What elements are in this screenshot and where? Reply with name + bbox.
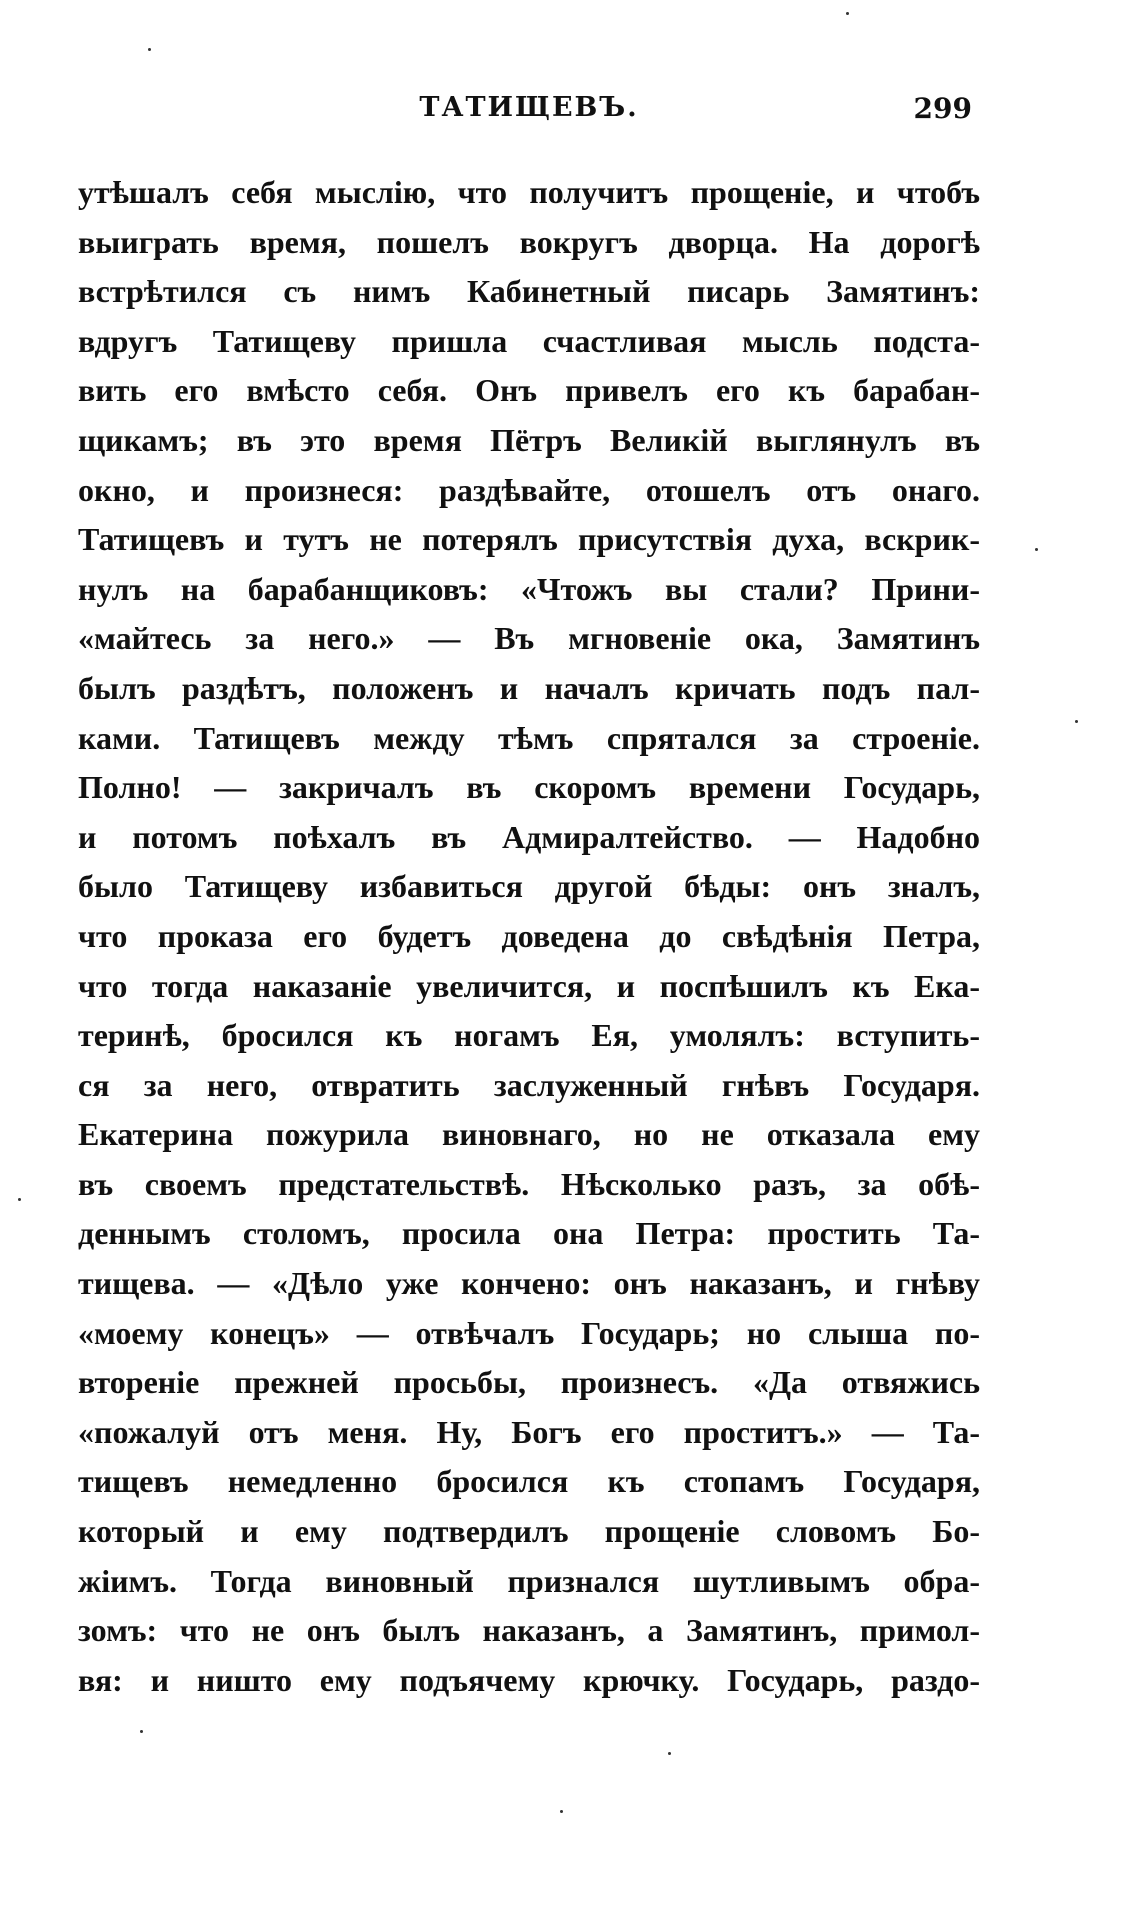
scan-speck	[1035, 548, 1038, 551]
scan-speck	[668, 1752, 671, 1755]
scan-speck	[560, 1810, 563, 1813]
text-line: утѣшалъ себя мыслію, что получитъ прощеніе, и чтобъ	[78, 174, 980, 210]
scan-speck	[18, 1198, 21, 1201]
text-line: Полно! — закричалъ въ скоромъ времени Государь,	[78, 769, 980, 806]
text-line: что проказа его будетъ доведена до свѣдѣнія Петра,	[78, 917, 980, 954]
text-line: вить его вмѣсто себя. Онъ привелъ его къ барабан-	[78, 372, 980, 409]
text-line: Екатерина пожурила виновнаго, но не отказала ему	[78, 1116, 980, 1153]
text-line: выиграть время, пошелъ вокругъ дворца. На дорогѣ	[78, 223, 980, 260]
text-line: деннымъ столомъ, просила она Петра: простить Та-	[78, 1215, 980, 1252]
text-line: что тогда наказаніе увеличится, и поспѣшилъ къ Ека-	[78, 967, 980, 1004]
text-line: жіимъ. Тогда виновный признался шутливымъ обра-	[78, 1562, 980, 1599]
text-line: было Татищеву избавиться другой бѣды: онъ зналъ,	[78, 868, 980, 905]
text-line: «майтесь за него.» — Въ мгновеніе ока, Замятинъ	[78, 620, 980, 657]
scan-speck	[846, 12, 849, 15]
scan-speck	[148, 48, 151, 51]
text-line: былъ раздѣтъ, положенъ и началъ кричать подъ пал-	[78, 669, 980, 706]
text-line: въ своемъ предстательствѣ. Нѣсколько разъ, за обѣ-	[78, 1165, 980, 1202]
text-line: который и ему подтвердилъ прощеніе словомъ Бо-	[78, 1513, 980, 1550]
text-line: тищевъ немедленно бросился къ стопамъ Государя,	[78, 1463, 980, 1500]
text-line: и потомъ поѣхалъ въ Адмиралтейство. — Надобно	[78, 818, 980, 855]
text-line: вдругъ Татищеву пришла счастливая мысль подста-	[78, 322, 980, 359]
text-line: ся за него, отвратить заслуженный гнѣвъ Государя.	[78, 1066, 980, 1103]
text-line: встрѣтился съ нимъ Кабинетный писарь Замятинъ:	[78, 273, 980, 310]
text-line: вя: и ништо ему подъячему крючку. Государь, раздо-	[78, 1661, 980, 1698]
text-line: окно, и произнеся: раздѣвайте, отошелъ отъ онаго.	[78, 471, 980, 508]
text-line: втореніе прежней просьбы, произнесъ. «Да отвяжись	[78, 1364, 980, 1401]
text-line: «пожалуй отъ меня. Ну, Богъ его проститъ.» — Та-	[78, 1413, 980, 1450]
text-line: ками. Татищевъ между тѣмъ спрятался за строеніе.	[78, 719, 980, 756]
scan-speck	[1075, 720, 1078, 723]
scan-speck	[140, 1730, 143, 1733]
text-line: Татищевъ и тутъ не потерялъ присутствія духа, вскрик-	[78, 521, 980, 558]
running-title: ТАТИЩЕВЪ.	[419, 92, 639, 123]
page-header	[78, 92, 980, 132]
text-line: теринѣ, бросился къ ногамъ Ея, умолялъ: вступить-	[78, 1017, 980, 1054]
text-line: тищева. — «Дѣло уже кончено: онъ наказанъ, и гнѣву	[78, 1265, 980, 1302]
body-text	[78, 168, 980, 1705]
text-line: зомъ: что не онъ былъ наказанъ, а Замятинъ, примол-	[78, 1612, 980, 1649]
text-line: нулъ на барабанщиковъ: «Чтожъ вы стали? Прини-	[78, 570, 980, 607]
text-line: щикамъ; въ это время Пётръ Великій выглянулъ въ	[78, 421, 980, 458]
text-line: «моему конецъ» — отвѣчалъ Государь; но слыша по-	[78, 1314, 980, 1351]
page-number: 299	[913, 92, 972, 125]
